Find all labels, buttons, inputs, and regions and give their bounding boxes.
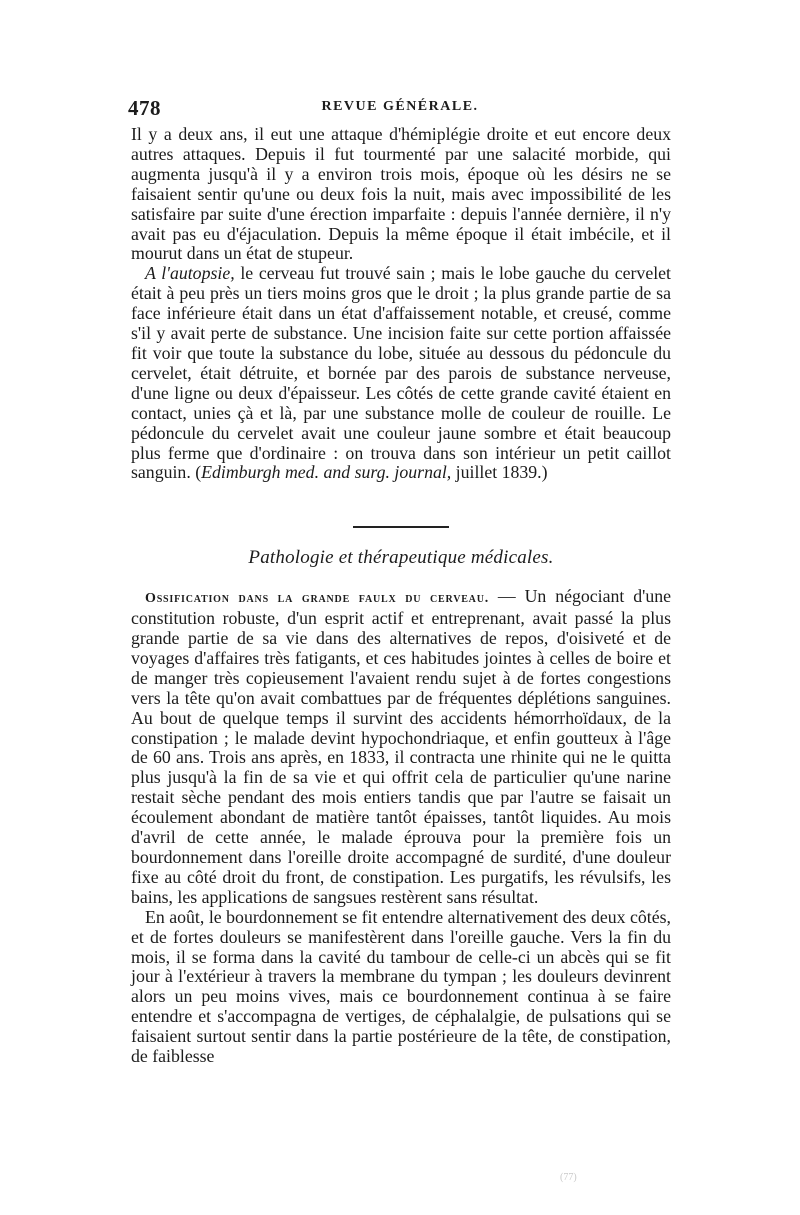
paragraph-august: En août, le bourdonnement se fit entendre alternativement des deux côtés, et de fortes douleurs se manifestèrent dans l'oreille gauche. Vers la fin du mois, il se forma dans la cavité du tambour de celle-ci un abcès qui se fit jour à l'extérieur à travers la membrane du tympan ; les douleurs devinrent alors un peu moins vives, mais ce bourdonnement continua à se faire entendre et s'accompagna de vertiges, de céphalalgie, de pulsations qui se faisaient surtout sentir dans la partie postérieure de la tête, de constipation, de faiblesse (131, 906, 671, 1067)
journal-citation: Edimburgh med. and surg. journal, (201, 462, 452, 483)
article-body (131, 125, 671, 1067)
page-number: 478 (128, 96, 161, 120)
heading-dash: — (489, 586, 525, 607)
autopsy-lead-in: A l'autopsie, (145, 263, 235, 284)
article-heading: Ossification dans la grande faulx du cerveau. (145, 591, 490, 607)
ossification-text: Un négociant d'une constitution robuste, d'un esprit actif et entreprenant, avait passé la plus grande partie de sa vie dans des alternatives de repos, d'oisiveté et de voyages d'affaires très fatigants, et ces habitudes jointes à celles de boire et de manger très copieusement l'avaient rendu sujet à de fortes congestions vers la tête qu'on avait combattues par de fréquentes déplétions sanguines. Au bout de quelque temps il survint des accidents hémorrhoïdaux, de la constipation ; le malade devint hypochondriaque, et enfin goutteux à l'âge de 60 ans. Trois ans après, en 1833, il contracta une rhinite qui ne le quitta plus jusqu'à la fin de sa vie et qui offrit cela de particulier qu'une narine restait sèche pendant des mois entiers tandis que par l'autre se faisait un écoulement abondant de matière tantôt épaisses, tantôt liquides. Au mois d'avril de cette année, le malade éprouva pour la première fois un bourdonnement dans l'oreille droite accompagné de surdité, d'une douleur fixe au côté droit du front, de constipation. Les purgatifs, les révulsifs, les bains, les applications de sangsues restèrent sans résultat. (131, 586, 671, 907)
paragraph-autopsy (131, 264, 671, 483)
paragraph-ossification (131, 587, 671, 908)
journal-title: REVUE GÉNÉRALE. (321, 99, 479, 114)
section-divider (353, 526, 449, 528)
section-title: Pathologie et thérapeutique médicales. (248, 547, 554, 569)
footer-mark: (77) (560, 1172, 577, 1183)
autopsy-text: le cerveau fut trouvé sain ; mais le lobe gauche du cervelet était à peu près un tiers moins gros que le droit ; la plus grande partie de sa face inférieure était dans un état d'affaissement notable, et creusé, comme s'il y avait perte de substance. Une incision faite sur cette portion affaissée fit voir que toute la substance du lobe, située au dessous du pédoncule du cervelet, était détruite, et bornée par des parois de substance nerveuse, d'une ligne ou deux d'épaisseur. Les côtés de cette grande cavité étaient en contact, unies çà et là, par une substance molle de couleur de rouille. Le pédoncule du cervelet avait une couleur jaune sombre et était beaucoup plus ferme que d'ordinaire : on trouva dans son intérieur un petit caillot sanguin. ( (131, 263, 671, 483)
citation-date: juillet 1839.) (451, 462, 548, 483)
paragraph-hemiplegia-case: Il y a deux ans, il eut une attaque d'hémiplégie droite et eut encore deux autres attaques. Depuis il fut tourmenté par une salacité morbide, qui augmenta jusqu'à il y a environ trois mois, époque où les désirs ne se faisaient sentir qu'une ou deux fois la nuit, mais avec impossibilité de les satisfaire par suite d'une érection imparfaite : depuis l'année dernière, il n'y avait pas eu d'éjaculation. Depuis la même époque il était imbécile, et il mourut dans un état de stupeur. (131, 124, 671, 264)
running-head (128, 96, 672, 120)
